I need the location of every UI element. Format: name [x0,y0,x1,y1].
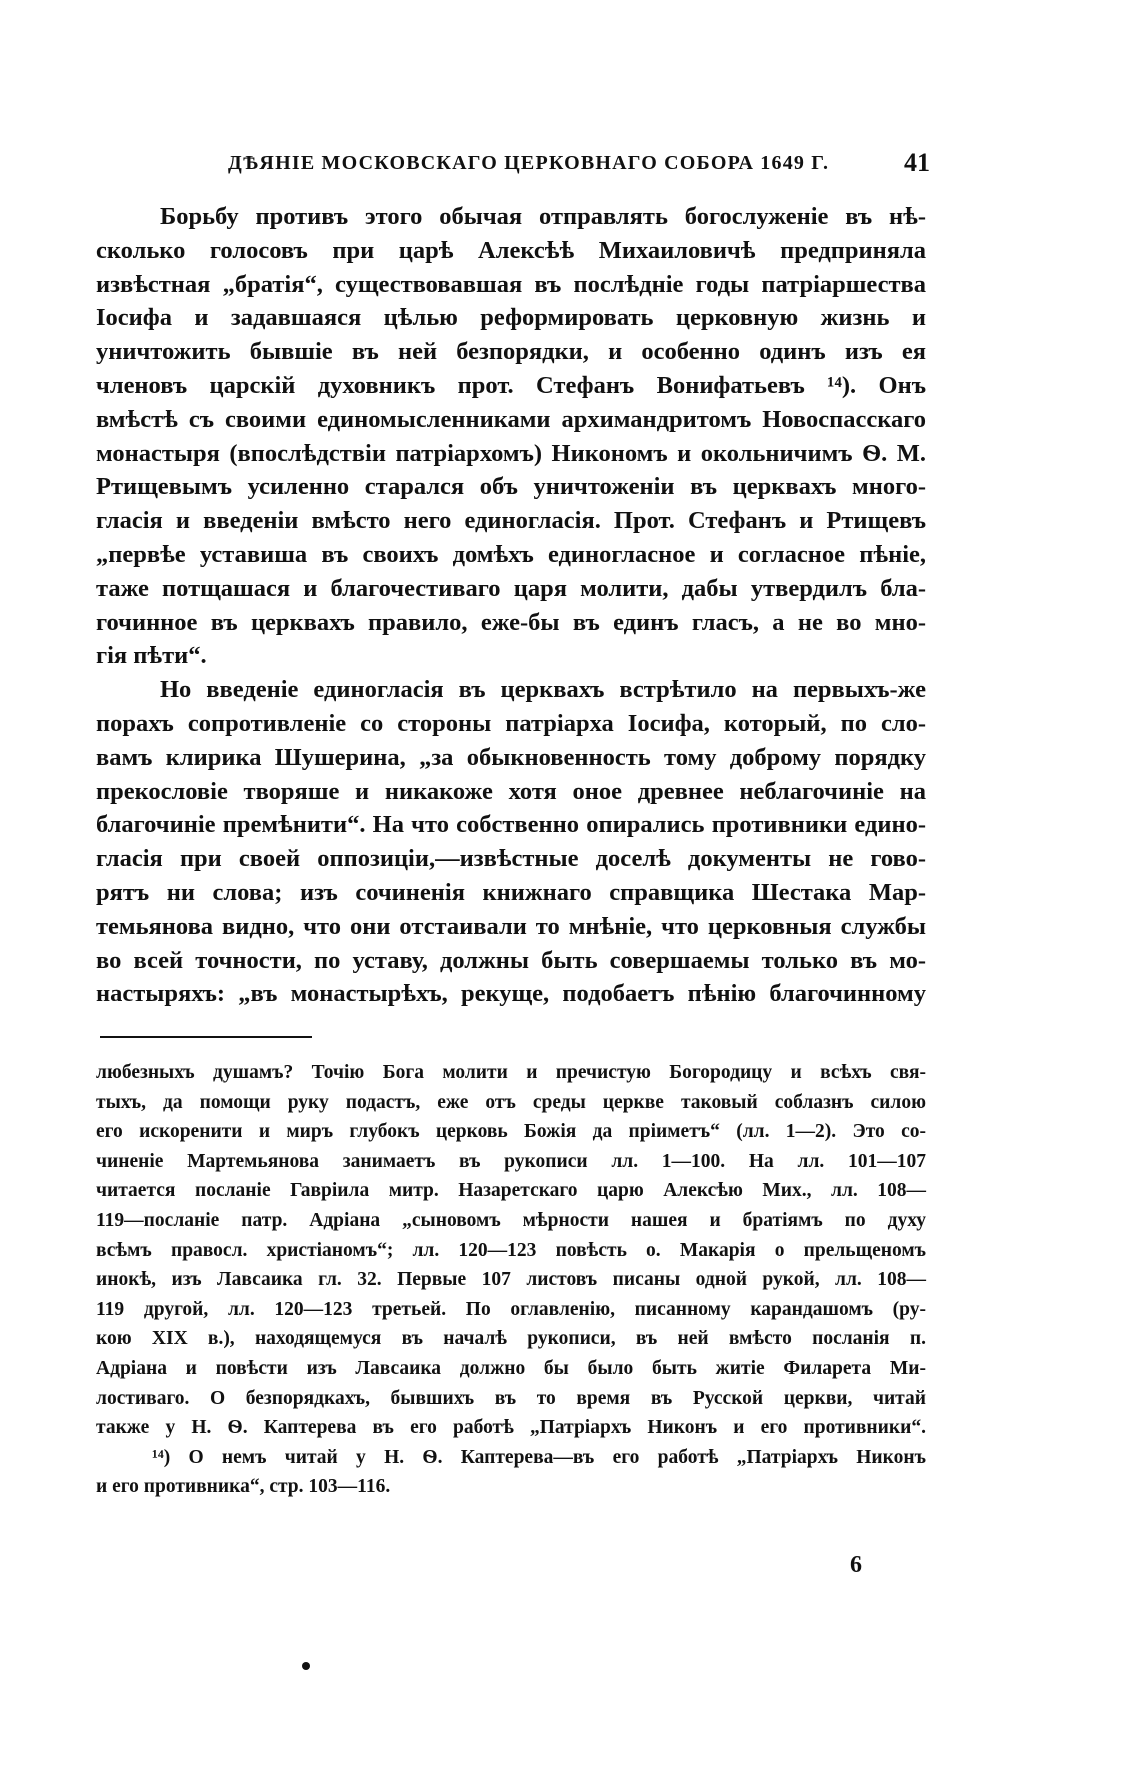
footnote-line: всѣмъ правосл. христіаномъ“; лл. 120—123 повѣсть о. Макарія о прельщеномъ [96,1239,926,1261]
text-line: Борьбу противъ этого обычая отправлять богослуженіе въ нѣ- [160,203,926,230]
text-line: Но введеніе единогласія въ церквахъ встрѣтило на первыхъ-же [160,676,926,704]
footnote-line: любезныхъ душамъ? Точію Бога молити и пречистую Богородицу и всѣхъ свя- [96,1062,926,1083]
footnote-line: тыхъ, да помощи руку подастъ, еже отъ среды церкве таковый соблазнъ силою [96,1091,926,1113]
footnotes [96,1058,926,1502]
footnote-line: чиненіе Мартемьянова занимаетъ въ рукописи лл. 1—100. На лл. 101—107 [96,1150,926,1172]
running-title: ДѢЯНІЕ МОСКОВСКАГО ЦЕРКОВНАГО СОБОРА 1649 Г. [228,152,830,174]
text-line: таже потщашася и благочестиваго царя молити, дабы утвердилъ бла- [96,574,926,602]
footnote-line: лостиваго. О безпорядкахъ, бывшихъ въ то время въ Русской церкви, читай [96,1387,926,1409]
text-line: настыряхъ: „въ монастырѣхъ, рекуще, подобаетъ пѣнію благочинному [96,980,926,1008]
text-line: гія пѣти“. [96,642,207,670]
text-line: членовъ царскій духовникъ прот. Стефанъ Вонифатьевъ ¹⁴). Онъ [96,371,926,399]
text-line: уничтожить бывшіе въ ней безпорядки, и особенно одинъ изъ ея [96,338,926,366]
text-line: Ртищевымъ усиленно старался объ уничтоженіи въ церквахъ много- [96,473,926,501]
footnote-line: 119—посланіе патр. Адріана „сыновомъ мѣрности нашея и братіямъ по духу [96,1209,926,1231]
main-text [96,200,926,1011]
text-line: темьянова видно, что они отстаивали то мнѣніе, что церковныя службы [96,912,926,940]
footnote-line: Адріана и повѣсти изъ Лавсаика должно бы было быть житіе Филарета Ми- [96,1357,926,1379]
page-number: 41 [904,148,930,177]
text-line: во всей точности, по уставу, должны быть совершаемы только въ мо- [96,946,926,974]
text-line: сколько голосовъ при царѣ Алексѣѣ Михаиловичѣ предприняла [96,236,926,264]
signature-mark: 6 [850,1552,862,1578]
text-line: гочинное въ церквахъ правило, еже-бы въ единъ гласъ, а не во мно- [96,608,926,636]
footnote-line: читается посланіе Гавріила митр. Назаретскаго царю Алексѣю Мих., лл. 108— [96,1180,926,1202]
text-line: порахъ сопротивленіе со стороны патріарха Іосифа, который, по сло- [96,709,926,737]
footnote-separator [100,1036,312,1038]
text-line: гласія при своей оппозиціи,—извѣстные доселѣ документы не гово- [96,845,926,873]
text-line: вмѣстѣ съ своими единомысленниками архимандритомъ Новоспасскаго [96,405,926,433]
text-line: Іосифа и задавшаяся цѣлью реформировать церковную жизнь и [96,304,926,332]
text-line: извѣстная „братія“, существовавшая въ послѣдніе годы патріаршества [96,270,926,298]
text-line: рятъ ни слова; изъ сочиненія книжнаго справщика Шестака Мар- [96,878,926,906]
footnote-line: ¹⁴) О немъ читай у Н. Ѳ. Каптерева—въ его работѣ „Патріархъ Никонъ [152,1446,926,1468]
footnote-line: также у Н. Ѳ. Каптерева въ его работѣ „Патріархъ Никонъ и его противники“. [96,1417,926,1439]
footnote-line: инокѣ, изъ Лавсаика гл. 32. Первые 107 листовъ писаны одной рукой, лл. 108— [96,1269,926,1291]
text-line: гласія и введеніи вмѣсто него единогласія. Прот. Стефанъ и Ртищевъ [96,507,926,535]
footnote-line: его искоренити и миръ глубокъ церковь Божія да пріиметъ“ (лл. 1—2). Это со- [96,1121,926,1143]
page-header [160,148,930,184]
printer-dot-mark [302,1662,310,1670]
text-line: прекословіе творяше и никакоже хотя оное древнее неблагочиніе на [96,777,926,805]
text-line: вамъ клирика Шушерина, „за обыкновенность тому доброму порядку [96,743,926,771]
footnote-line: 119 другой, лл. 120—123 третьей. По оглавленію, писанному карандашомъ (ру- [96,1298,926,1320]
text-line: „первѣе уставиша въ своихъ домѣхъ единогласное и согласное пѣніе, [96,540,926,568]
text-line: монастыря (впослѣдствіи патріархомъ) Никономъ и окольничимъ Ѳ. М. [96,439,926,467]
footnote-line: и его противника“, стр. 103—116. [96,1476,391,1498]
text-line: благочиніе премѣнити“. На что собственно опирались противники едино- [96,811,926,839]
footnote-line: кою XIX в.), находящемуся въ началѣ рукописи, въ ней вмѣсто посланія п. [96,1328,926,1350]
